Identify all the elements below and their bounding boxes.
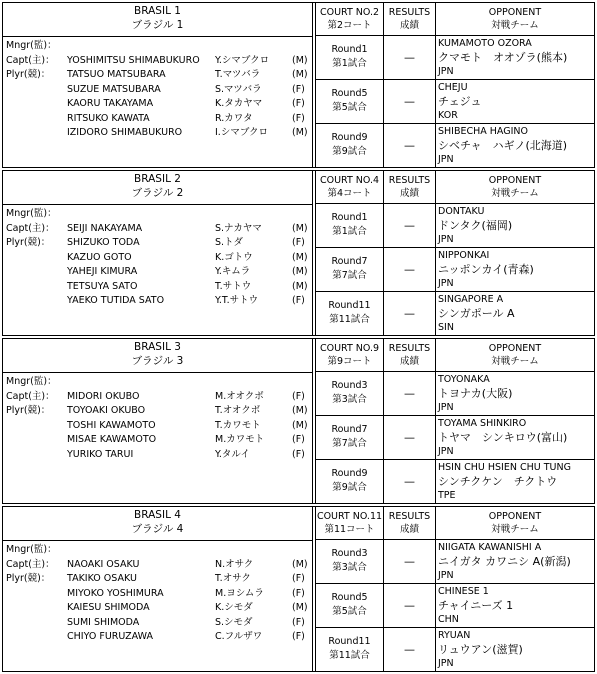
court-number: COURT NO.4 [319, 175, 380, 186]
results-header [384, 507, 436, 540]
member-sex: (M) [292, 405, 308, 416]
member-name-kana: T.サトウ [215, 280, 252, 292]
results-label: RESULTS [388, 7, 431, 18]
opponent-country: JPN [438, 446, 454, 457]
opponent-name-jp: シンチクケン チクトウ [438, 475, 558, 488]
match-opponent [438, 417, 594, 458]
match-result: — [384, 248, 436, 291]
member-name-kana: K.シモダ [215, 602, 253, 613]
member-role: Capt(主)： [6, 558, 55, 570]
round-label-jp: 第3試合 [332, 394, 367, 405]
member-row [3, 433, 312, 447]
results-label: RESULTS [388, 511, 431, 522]
opponent-name-en: HSIN CHU HSIEN CHU TUNG [438, 462, 571, 473]
match-table [316, 3, 594, 167]
match-row [316, 540, 594, 584]
member-name-kana: C.フルザワ [215, 631, 263, 642]
match-opponent [438, 249, 594, 290]
match-opponent [438, 205, 594, 246]
match-row [316, 124, 594, 167]
match-result: — [384, 416, 436, 459]
results-label: RESULTS [388, 175, 431, 186]
member-name-kana: M.オオクボ [215, 390, 264, 402]
member-row [3, 54, 312, 68]
opponent-name-jp: ニイガタ カワニシ A(新潟) [438, 555, 571, 568]
match-result: — [384, 80, 436, 123]
match-result: — [384, 124, 436, 167]
member-name-kana: Y.タルイ [215, 448, 250, 460]
opponent-name-jp: シベチャ ハギノ(北海道) [438, 139, 568, 152]
opponent-country: JPN [438, 278, 454, 289]
opponent-country: KOR [438, 110, 458, 121]
results-header [384, 3, 436, 36]
round-label: Round9 [331, 132, 368, 143]
member-name-kana: K.ゴトウ [215, 251, 253, 263]
match-opponent [438, 373, 594, 414]
member-sex: (M) [292, 251, 308, 263]
member-name: YOSHIMITSU SHIMABUKURO [67, 54, 200, 66]
member-name-kana: S.シモダ [215, 616, 253, 628]
results-label-jp: 成績 [399, 356, 419, 367]
round-label-jp: 第3試合 [332, 562, 367, 573]
team-name-en: BRASIL 1 [134, 5, 181, 17]
match-opponent [438, 125, 594, 166]
match-round [316, 540, 384, 583]
member-role: Plyr(競)： [6, 573, 51, 584]
opponent-header [436, 339, 594, 372]
results-label-jp: 成績 [399, 524, 419, 535]
team-block [2, 338, 595, 504]
match-opponent [438, 541, 594, 582]
round-label-jp: 第7試合 [332, 270, 367, 281]
court-header [316, 339, 384, 372]
opponent-country: JPN [438, 66, 454, 77]
court-number-jp: 第11コート [324, 524, 375, 535]
member-row [3, 294, 312, 308]
member-sex: (F) [292, 573, 305, 584]
member-role: Capt(主)： [6, 54, 55, 66]
match-result: — [384, 292, 436, 335]
court-number-jp: 第2コート [327, 20, 372, 31]
opponent-label: OPPONENT [488, 343, 542, 354]
team-block [2, 506, 595, 672]
opponent-name-en: NIIGATA KAWANISHI A [438, 542, 542, 553]
member-name-kana: N.オサク [215, 558, 254, 570]
court-number-jp: 第4コート [327, 188, 372, 199]
match-table [316, 171, 594, 335]
opponent-label: OPPONENT [488, 175, 542, 186]
member-name-kana: T.オサク [215, 573, 251, 584]
round-label: Round11 [328, 636, 371, 647]
opponent-name-en: CHINESE 1 [438, 586, 489, 597]
match-result: — [384, 372, 436, 415]
match-result: — [384, 540, 436, 583]
match-round [316, 460, 384, 503]
round-label: Round1 [331, 44, 368, 55]
match-opponent [438, 37, 594, 78]
court-number: COURT NO.11 [316, 511, 383, 522]
member-row [3, 126, 312, 140]
member-row [3, 375, 312, 389]
match-table [316, 507, 594, 671]
member-sex: (F) [292, 448, 305, 460]
match-round [316, 36, 384, 79]
member-name-kana: T.オオクボ [215, 405, 261, 416]
round-label: Round3 [331, 548, 368, 559]
member-sex: (F) [292, 434, 305, 445]
member-name: TAKIKO OSAKU [67, 573, 137, 584]
opponent-label-jp: 対戦チーム [491, 524, 539, 535]
member-sex: (F) [292, 587, 305, 599]
team-schedule-sheet [2, 2, 595, 672]
member-name-kana: Y.T.サトウ [215, 295, 259, 306]
court-header [316, 507, 384, 540]
member-name: MIYOKO YOSHIMURA [67, 587, 164, 599]
team-name-jp: ブラジル 2 [131, 187, 184, 199]
member-row [3, 68, 312, 82]
results-header [384, 339, 436, 372]
member-name: MIDORI OKUBO [67, 390, 140, 402]
opponent-header [436, 171, 594, 204]
round-label: Round3 [331, 380, 368, 391]
member-name: NAOAKI OSAKU [67, 558, 140, 570]
match-round [316, 80, 384, 123]
opponent-name-jp: クマモト オオゾラ(熊本) [438, 51, 568, 64]
member-row [3, 390, 312, 404]
opponent-name-jp: トヨナカ(大阪) [438, 387, 513, 400]
member-name: SHIZUKO TODA [67, 237, 140, 248]
match-round [316, 372, 384, 415]
member-sex: (M) [292, 419, 308, 431]
match-opponent [438, 461, 594, 502]
member-name: TETSUYA SATO [67, 280, 138, 292]
member-name: TOSHI KAWAMOTO [67, 419, 156, 431]
match-opponent [438, 293, 594, 334]
match-table [316, 339, 594, 503]
match-round [316, 204, 384, 247]
member-name: KAIESU SHIMODA [67, 602, 150, 613]
member-role: Capt(主)： [6, 390, 55, 402]
round-label-jp: 第9試合 [332, 482, 367, 493]
member-sex: (M) [292, 280, 308, 292]
opponent-name-en: SHIBECHA HAGINO [438, 126, 529, 137]
member-name-kana: S.ナカヤマ [215, 222, 262, 234]
member-role: Plyr(競)： [6, 69, 51, 80]
opponent-label: OPPONENT [488, 511, 542, 522]
match-result: — [384, 204, 436, 247]
match-round [316, 292, 384, 335]
member-name: IZIDORO SHIMABUKURO [67, 127, 183, 138]
match-opponent [438, 629, 594, 670]
opponent-country: CHN [438, 614, 459, 625]
member-row [3, 572, 312, 586]
member-role: Plyr(競)： [6, 405, 51, 416]
court-header [316, 171, 384, 204]
match-result: — [384, 628, 436, 671]
match-row [316, 416, 594, 460]
member-name-kana: I.シマブクロ [215, 127, 269, 138]
round-label: Round5 [331, 592, 368, 603]
opponent-name-jp: チェジュ [438, 95, 482, 108]
opponent-country: JPN [438, 658, 454, 669]
opponent-name-en: KUMAMOTO OZORA [438, 38, 532, 49]
round-label-jp: 第7試合 [332, 438, 367, 449]
member-name: KAZUO GOTO [67, 251, 132, 263]
match-opponent [438, 81, 594, 122]
member-name: TATSUO MATSUBARA [67, 69, 166, 80]
member-name-kana: M.ヨシムラ [215, 587, 264, 599]
team-name-jp: ブラジル 1 [131, 19, 184, 31]
court-number-jp: 第9コート [327, 356, 372, 367]
member-row [3, 97, 312, 111]
member-row [3, 543, 312, 557]
round-label-jp: 第5試合 [332, 102, 367, 113]
round-label: Round7 [331, 424, 368, 435]
match-row [316, 36, 594, 80]
member-sex: (M) [292, 602, 308, 613]
team-roster [3, 3, 312, 167]
member-name: SUZUE MATSUBARA [67, 83, 161, 95]
match-round [316, 124, 384, 167]
match-row [316, 460, 594, 503]
member-sex: (M) [292, 558, 308, 570]
member-sex: (M) [292, 54, 308, 66]
opponent-name-jp: トヤマ シンキロウ(富山) [438, 431, 568, 444]
team-block [2, 170, 595, 336]
member-name-kana: T.マツバラ [215, 69, 261, 80]
team-block [2, 2, 595, 168]
member-row [3, 265, 312, 279]
match-row [316, 204, 594, 248]
opponent-country: TPE [438, 490, 456, 501]
opponent-name-jp: ニッポンカイ(青森) [438, 263, 534, 276]
results-label: RESULTS [388, 343, 431, 354]
team-roster [3, 171, 312, 335]
team-name-en: BRASIL 4 [134, 509, 181, 521]
match-result: — [384, 460, 436, 503]
member-name-kana: Y.シマブクロ [215, 54, 270, 66]
match-row [316, 80, 594, 124]
member-row [3, 236, 312, 250]
member-sex: (F) [292, 295, 305, 306]
opponent-name-en: SINGAPORE A [438, 294, 504, 305]
member-sex: (F) [292, 83, 305, 95]
member-name: CHIYO FURUZAWA [67, 631, 154, 642]
opponent-label-jp: 対戦チーム [491, 188, 539, 199]
member-row [3, 558, 312, 572]
member-name-kana: M.カワモト [215, 434, 265, 445]
court-header [316, 3, 384, 36]
member-sex: (F) [292, 631, 305, 642]
member-row [3, 587, 312, 601]
team-name-jp: ブラジル 4 [131, 523, 184, 535]
opponent-name-jp: シンガポール A [438, 307, 515, 320]
member-sex: (F) [292, 112, 305, 124]
opponent-name-en: NIPPONKAI [438, 250, 490, 261]
member-sex: (M) [292, 222, 308, 234]
member-row [3, 112, 312, 126]
round-label: Round11 [328, 300, 371, 311]
member-name: RITSUKO KAWATA [67, 112, 150, 124]
team-name-en: BRASIL 3 [134, 341, 181, 353]
opponent-header [436, 507, 594, 540]
opponent-label-jp: 対戦チーム [491, 356, 539, 367]
opponent-country: JPN [438, 154, 454, 165]
member-name-kana: K.タカヤマ [215, 98, 263, 109]
team-name-en: BRASIL 2 [134, 173, 181, 185]
opponent-name-en: TOYONAKA [438, 374, 490, 385]
team-roster [3, 339, 312, 503]
member-name-kana: R.カワタ [215, 112, 253, 124]
match-result: — [384, 36, 436, 79]
member-sex: (F) [292, 390, 305, 402]
opponent-country: SIN [438, 322, 454, 333]
round-label: Round5 [331, 88, 368, 99]
round-label: Round7 [331, 256, 368, 267]
round-label-jp: 第1試合 [332, 226, 367, 237]
member-role: Mngr(監)： [6, 376, 57, 387]
round-label-jp: 第11試合 [329, 314, 370, 325]
member-name: YAHEJI KIMURA [67, 266, 138, 277]
member-sex: (M) [292, 127, 308, 138]
member-row [3, 83, 312, 97]
match-row [316, 584, 594, 628]
member-row [3, 448, 312, 462]
court-number: COURT NO.2 [319, 7, 380, 18]
match-row [316, 248, 594, 292]
member-row [3, 601, 312, 615]
opponent-country: JPN [438, 234, 454, 245]
court-number: COURT NO.9 [319, 343, 380, 354]
match-round [316, 248, 384, 291]
results-label-jp: 成績 [399, 20, 419, 31]
member-role: Plyr(競)： [6, 237, 51, 248]
member-row [3, 616, 312, 630]
member-name: SUMI SHIMODA [67, 616, 140, 628]
member-role: Mngr(監)： [6, 544, 57, 555]
opponent-name-en: CHEJU [438, 82, 468, 93]
opponent-country: JPN [438, 402, 454, 413]
team-roster [3, 507, 312, 671]
match-result: — [384, 584, 436, 627]
member-role: Capt(主)： [6, 222, 55, 234]
opponent-name-jp: リュウアン(滋賀) [438, 643, 523, 656]
divider [3, 36, 312, 37]
results-label-jp: 成績 [399, 188, 419, 199]
member-row [3, 630, 312, 644]
opponent-name-en: TOYAMA SHINKIRO [438, 418, 527, 429]
opponent-name-jp: ドンタク(福岡) [438, 219, 513, 232]
member-row [3, 39, 312, 53]
member-row [3, 222, 312, 236]
opponent-name-en: RYUAN [438, 630, 471, 641]
divider [3, 372, 312, 373]
opponent-label-jp: 対戦チーム [491, 20, 539, 31]
member-name: YAEKO TUTIDA SATO [67, 295, 165, 306]
match-row [316, 292, 594, 335]
member-name: SEIJI NAKAYAMA [67, 222, 143, 234]
opponent-label: OPPONENT [488, 7, 542, 18]
match-round [316, 416, 384, 459]
results-header [384, 171, 436, 204]
member-role: Mngr(監)： [6, 40, 57, 51]
round-label: Round9 [331, 468, 368, 479]
member-sex: (F) [292, 237, 305, 248]
opponent-country: JPN [438, 570, 454, 581]
opponent-name-jp: チャイニーズ 1 [438, 599, 514, 612]
opponent-header [436, 3, 594, 36]
member-sex: (F) [292, 98, 305, 109]
match-round [316, 584, 384, 627]
member-name-kana: Y.キムラ [215, 266, 251, 277]
member-name: TOYOAKI OKUBO [67, 405, 146, 416]
divider [3, 204, 312, 205]
match-opponent [438, 585, 594, 626]
member-name-kana: S.マツバラ [215, 83, 262, 95]
member-sex: (F) [292, 616, 305, 628]
team-name-jp: ブラジル 3 [131, 355, 184, 367]
round-label: Round1 [331, 212, 368, 223]
opponent-name-en: DONTAKU [438, 206, 485, 217]
member-sex: (M) [292, 69, 308, 80]
member-role: Mngr(監)： [6, 208, 57, 219]
match-row [316, 628, 594, 671]
divider [3, 540, 312, 541]
round-label-jp: 第5試合 [332, 606, 367, 617]
member-sex: (M) [292, 266, 308, 277]
member-name: MISAE KAWAMOTO [67, 434, 157, 445]
member-row [3, 404, 312, 418]
match-row [316, 372, 594, 416]
member-row [3, 280, 312, 294]
member-name: KAORU TAKAYAMA [67, 98, 154, 109]
round-label-jp: 第9試合 [332, 146, 367, 157]
member-name-kana: T.カワモト [215, 419, 261, 431]
round-label-jp: 第1試合 [332, 58, 367, 69]
member-row [3, 419, 312, 433]
member-row [3, 207, 312, 221]
match-round [316, 628, 384, 671]
member-name: YURIKO TARUI [67, 448, 134, 460]
round-label-jp: 第11試合 [329, 650, 370, 661]
member-name-kana: S.トダ [215, 237, 244, 248]
member-row [3, 251, 312, 265]
